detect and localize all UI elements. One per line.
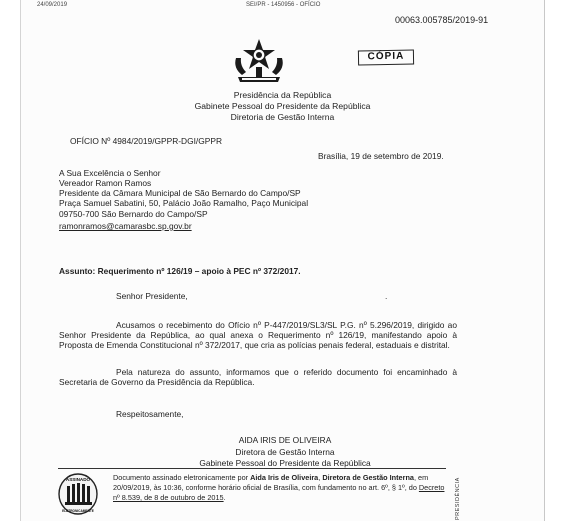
note-signer: Aida Iris de Oliveira [250,473,319,482]
signatory-title: Diretora de Gestão Interna [235,447,335,457]
note-body: , em 20/09/2019, às 10:36, conforme horário oficial de Brasília, com fundamento no art. 6º, § 1º, do [113,473,429,492]
note-prefix: Documento assinado eletronicamente por [113,473,251,482]
body-paragraph-1: Acusamos o recebimento do Ofício nº P-447/2019/SL3/SL P.G. nº 5.296/2019, dirigido ao Senhor Presidente da República, ao qual anexa o Requerimento nº 126/19, manifestando apoio à Proposta de Emenda Constitucional nº 372/2017, que cria as polícias penais federal, estaduais e distrital. [59,320,457,351]
closing: Respeitosamente, [116,409,184,419]
seal-text-top: ASSINADO [65,477,91,482]
electronic-signature-note [113,473,448,502]
header-date: 24/09/2019 [37,2,68,8]
copy-stamp: CÓPIA [358,50,414,66]
side-margin-code: PRESIDÊNCIA [455,477,461,520]
note-role: Diretora de Gestão Interna [322,473,414,482]
addressee-line-4: Praça Samuel Sabatini, 50, Palácio João Ramalho, Paço Municipal [59,198,309,208]
city-date: Brasília, 19 de setembro de 2019. [318,151,444,161]
letterhead-line-2: Gabinete Pessoal do Presidente da República [194,101,371,111]
footer-divider [58,468,446,469]
letterhead-line-1: Presidência da República [233,90,332,100]
seal-text-bottom: ELETRONICAMENTE [62,509,94,513]
body-paragraph-2: Pela natureza do assunto, informamos que o referido documento foi encaminhado à Secretaria de Governo da Presidência da República. [59,367,457,388]
addressee-line-1: A Sua Excelência o Senhor [59,168,161,178]
protocol-number: 00063.005785/2019-91 [395,15,489,25]
coat-of-arms-icon [232,38,286,84]
letterhead-line-3: Diretoria de Gestão Interna [230,112,335,122]
subject-line: Assunto: Requerimento nº 126/19 – apoio à PEC nº 372/2017. [59,266,301,276]
greeting-mark: . [385,291,388,301]
addressee-line-3: Presidente da Câmara Municipal de São Bernardo do Campo/SP [59,188,301,198]
greeting: Senhor Presidente, [116,291,188,301]
note-separator: , [318,473,323,482]
addressee-line-5: 09750-700 São Bernardo do Campo/SP [59,209,208,219]
electronic-signature-seal-icon [58,472,98,516]
header-document-reference: SEI/PR - 1450956 - OFÍCIO [246,2,321,8]
addressee-line-2: Vereador Ramon Ramos [59,178,152,188]
addressee-email-link[interactable]: ramonramos@camarasbc.sp.gov.br [59,221,192,231]
signatory-name: AIDA IRIS DE OLIVEIRA [238,435,332,445]
oficio-number: OFÍCIO Nº 4984/2019/GPPR-DGI/GPPR [70,136,222,146]
signatory-organization: Gabinete Pessoal do Presidente da República [199,458,371,468]
note-end: . [223,492,226,502]
decree-link[interactable]: Decreto nº 8.539, de 8 de outubro de 2015 [113,482,445,502]
